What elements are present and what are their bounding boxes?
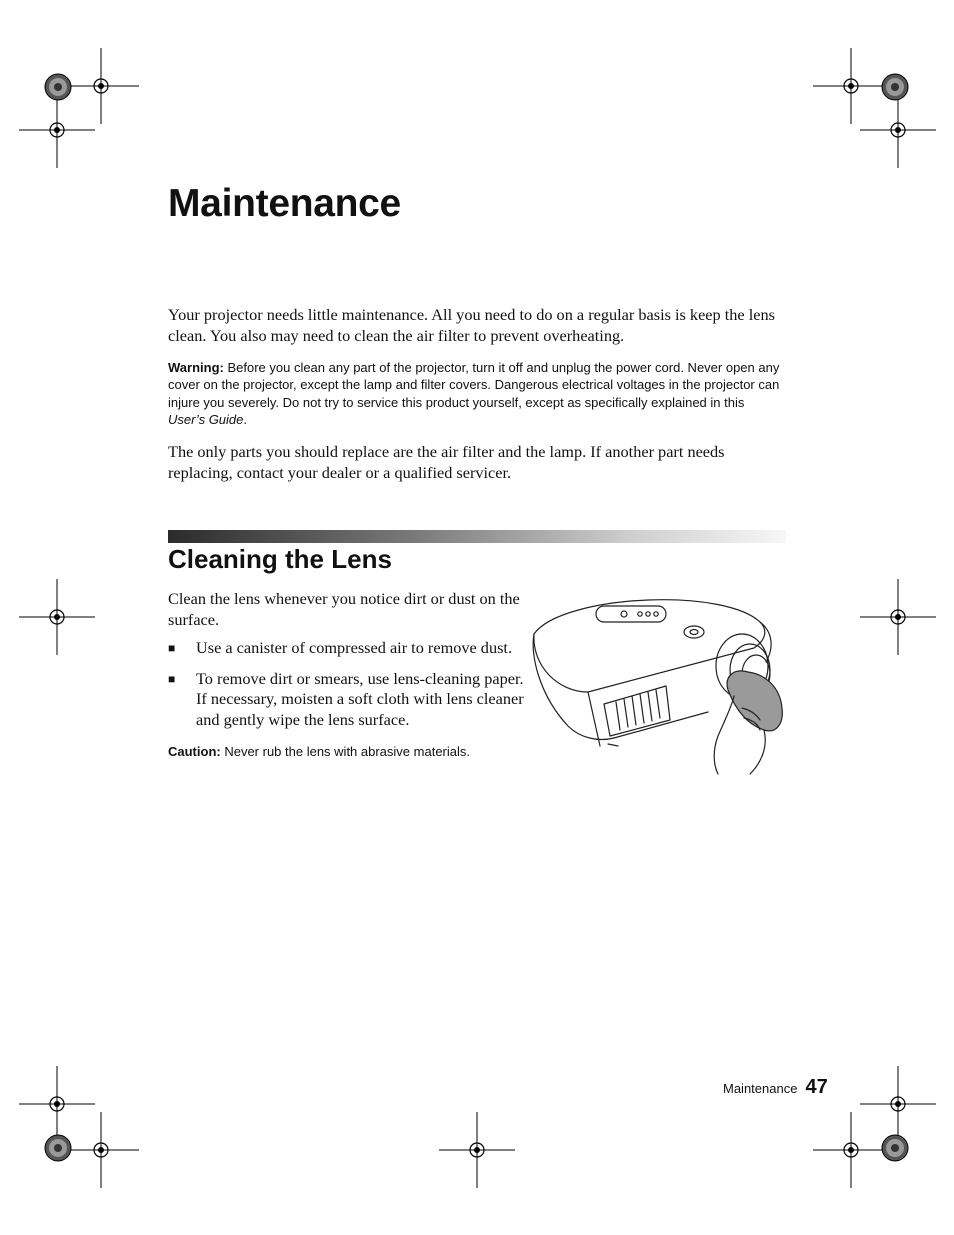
bullet-square-icon: ■ <box>168 671 176 686</box>
projector-lens-cleaning-illustration <box>528 596 788 776</box>
list-item-text: Use a canister of compressed air to remove dust. <box>196 638 513 657</box>
warning-note <box>168 359 780 428</box>
warning-text: Before you clean any part of the projector, turn it off and unplug the power cord. Never open any cover on the projector, except the lamp and filter covers. Dangerous electrical voltages in the projector can injure you severely. Do not try to service this product yourself, except as specifically explained in this <box>168 360 780 410</box>
caution-label: Caution: <box>168 744 221 759</box>
caution-text: Never rub the lens with abrasive materials. <box>220 744 470 759</box>
caution-note <box>168 743 470 760</box>
bullet-square-icon: ■ <box>168 641 176 655</box>
cleaning-steps-list <box>168 638 528 740</box>
cleaning-intro-paragraph: Clean the lens whenever you notice dirt or dust on the surface. <box>168 589 520 629</box>
page-number: 47 <box>805 1076 828 1098</box>
page-title: Maintenance <box>168 182 401 225</box>
section-divider-bar <box>168 530 786 543</box>
list-item <box>168 638 528 659</box>
list-item <box>168 669 528 731</box>
warning-text-end: . <box>243 411 248 427</box>
replaceable-parts-paragraph: The only parts you should replace are the air filter and the lamp. If another part needs replacing, contact your dealer or a qualified servicer. <box>168 442 725 482</box>
warning-label: Warning: <box>168 360 224 375</box>
intro-paragraph: Your projector needs little maintenance. All you need to do on a regular basis is keep the lens clean. You also may need to clean the air filter to prevent overheating. <box>168 305 775 345</box>
users-guide-emphasis: User’s Guide <box>168 411 244 427</box>
list-item-text: To remove dirt or smears, use lens-cleaning paper. If necessary, moisten a soft cloth with lens cleaner and gently wipe the lens surface. <box>196 668 524 729</box>
page-footer <box>723 1076 828 1099</box>
footer-section-name: Maintenance <box>723 1081 798 1096</box>
section-heading: Cleaning the Lens <box>168 544 392 574</box>
